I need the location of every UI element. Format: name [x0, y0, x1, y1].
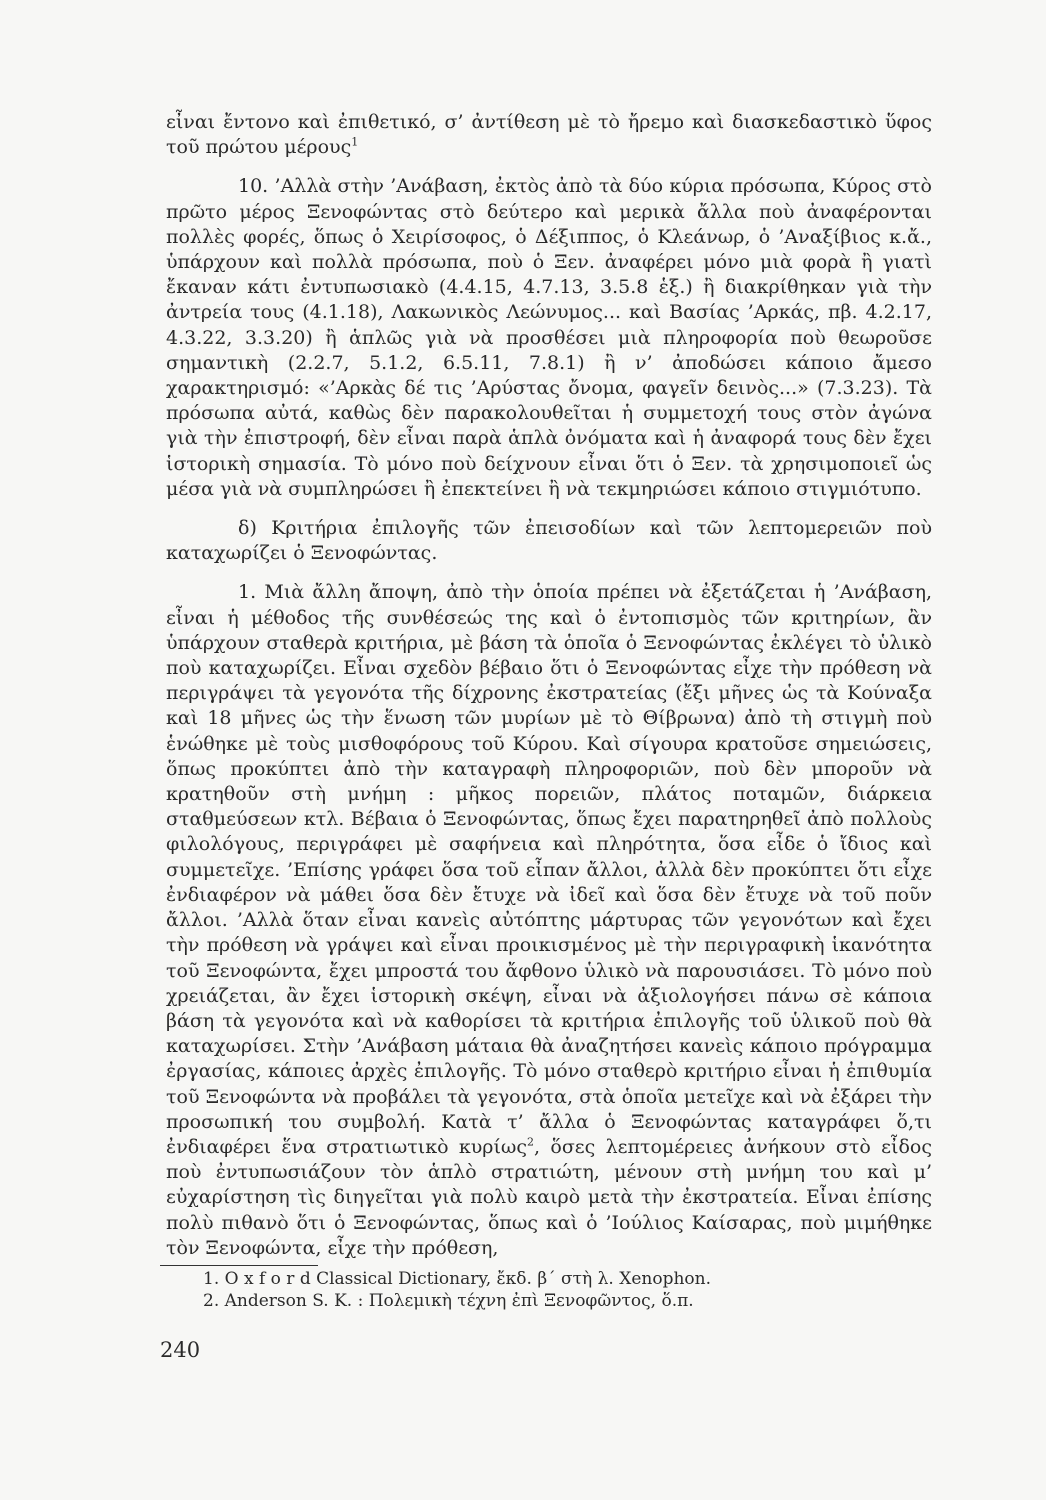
footnote-ref: 2 — [527, 1135, 535, 1149]
footnotes — [203, 1268, 711, 1312]
paragraph-text: δ) Κριτήρια ἐπιλογῆς τῶν ἐπεισοδίων καὶ τῶν λεπτομερειῶν ποὺ καταχωρίζει ὁ Ξενοφώντας. — [166, 517, 932, 565]
page-number: 240 — [160, 1338, 201, 1362]
paragraph-continuation — [166, 110, 932, 160]
paragraph-1 — [166, 580, 932, 1260]
paragraph-text: 1. Μιὰ ἄλλη ἄποψη, ἀπὸ τὴν ὁποία πρέπει νὰ ἐξετάζεται ἡ ’Ανάβαση, εἶναι ἡ μέθοδος τῆς συνθέσεώς της καὶ ὁ ἐντοπισμὸς τῶν κριτηρίων, ἂν ὑπάρχουν σταθερὰ κριτήρια, μὲ βάση τὰ ὁποῖα ὁ Ξενοφώντας ἐκλέγει τὸ ὑλικὸ ποὺ καταχωρίζει. Εἶναι σχεδὸν βέβαιο ὅτι ὁ Ξενοφώντας εἶχε τὴν πρόθεση νὰ περιγράψει τὰ γεγονότα τῆς δίχρονης ἐκστρατείας (ἔξι μῆνες ὡς τὰ Κούναξα καὶ 18 μῆνες ὡς τὴν ἕνωση τῶν μυρίων μὲ τὸ Θίβρωνα) ἀπὸ τὴ στιγμὴ ποὺ ἑνώθηκε μὲ τοὺς μισθοφόρους τοῦ Κύρου. Καὶ σίγουρα κρατοῦσε σημειώσεις, ὅπως προκύπτει ἀπὸ τὴν καταγραφὴ πληροφοριῶν, ποὺ δὲν μποροῦν νὰ κρατηθοῦν στὴ μνήμη : μῆκος πορειῶν, πλάτος ποταμῶν, διάρκεια σταθμεύσεων κτλ. Βέβαια ὁ Ξενοφώντας, ὅπως ἔχει παρατηρηθεῖ ἀπὸ πολλοὺς φιλολόγους, περιγράφει μὲ σαφήνεια καὶ πληρότητα, ὅσα εἶδε ὁ ἴδιος καὶ συμμετεῖχε. ’Επίσης γράφει ὅσα τοῦ εἶπαν ἄλλοι, ἀλλὰ δὲν προκύπτει ὅτι εἶχε ἐνδιαφέρον νὰ μάθει ὅσα δὲν ἔτυχε νὰ ἰδεῖ καὶ ὅσα δὲν ἔτυχε νὰ τοῦ ποῦν ἄλλοι. ’Αλλὰ ὅταν εἶναι κανεὶς αὐτόπτης μάρτυρας τῶν γεγονότων καὶ ἔχει τὴν πρόθεση νὰ γράψει καὶ εἶναι προικισμένος μὲ τὴν περιγραφικὴ ἱκανότητα τοῦ Ξενοφώντα, ἔχει μπροστά του ἄφθονο ὑλικὸ νὰ παρουσιάσει. Τὸ μόνο ποὺ χρειάζεται, ἂν ἔχει ἱστορικὴ σκέψη, εἶναι νὰ ἀξιολογήσει πάνω σὲ κάποια βάση τὰ γεγονότα καὶ νὰ καθορίσει τὰ κριτήρια ἐπιλογῆς τοῦ ὑλικοῦ ποὺ θὰ καταχωρίσει. Στὴν ’Ανάβαση μάταια θὰ ἀναζητήσει κανεὶς κάποιο πρόγραμμα ἐργασίας, κάποιες ἀρχὲς ἐπιλογῆς. Τὸ μόνο σταθερὸ κριτήριο εἶναι ἡ ἐπιθυμία τοῦ Ξενοφώντα νὰ προβάλει τὰ γεγονότα, στὰ ὁποῖα μετεῖχε καὶ νὰ ἐξάρει τὴν προσωπική του συμβολή. Κατὰ τ’ ἄλλα ὁ Ξενοφώντας καταγράφει ὅ,τι ἐνδιαφέρει ἕνα στρατιωτικὸ κυρίως — [166, 581, 932, 1158]
paragraph-10 — [166, 174, 932, 502]
footnote-ref: 1 — [351, 135, 359, 149]
footnote-2: 2. Anderson S. K. : Πολεμικὴ τέχνη ἐπὶ Ξενοφῶντος, ὅ.π. — [203, 1291, 694, 1311]
section-heading-d — [166, 516, 932, 566]
paragraph-text: 10. ’Αλλὰ στὴν ’Ανάβαση, ἐκτὸς ἀπὸ τὰ δύο κύρια πρόσωπα, Κύρος στὸ πρῶτο μέρος Ξενοφώντας στὸ δεύτερο καὶ μερικὰ ἄλλα ποὺ ἀναφέρονται πολλὲς φορές, ὅπως ὁ Χειρίσοφος, ὁ Δέξιππος, ὁ Κλεάνωρ, ὁ ’Αναξίβιος κ.ἄ., ὑπάρχουν καὶ πολλὰ πρόσωπα, ποὺ ὁ Ξεν. ἀναφέρει μόνο μιὰ φορὰ ἢ γιατὶ ἔκαναν κάτι ἐντυπωσιακὸ (4.4.15, 4.7.13, 3.5.8 ἑξ.) ἢ διακρίθηκαν γιὰ τὴν ἀντρεία τους (4.1.18), Λακωνικὸς Λεώνυμος... καὶ Βασίας ’Αρκάς, πβ. 4.2.17, 4.3.22, 3.3.20) ἢ ἁπλῶς γιὰ νὰ προσθέσει μιὰ πληροφορία ποὺ θεωροῦσε σημαντικὴ (2.2.7, 5.1.2, 6.5.11, 7.8.1) ἢ ν’ ἀποδώσει κάποιο ἄμεσο χαρακτηρισμό: «’Αρκὰς δέ τις ’Αρύστας ὄνομα, φαγεῖν δεινὸς...» (7.3.23). Τὰ πρόσωπα αὐτά, καθὼς δὲν παρακολουθεῖται ἡ συμμετοχή τους στὸν ἀγώνα γιὰ τὴν ἐπιστροφή, δὲν εἶναι παρὰ ἁπλὰ ὀνόματα καὶ ἡ ἀναφορά τους δὲν ἔχει ἱστορικὴ σημασία. Τὸ μόνο ποὺ δείχνουν εἶναι ὅτι ὁ Ξεν. τὰ χρησιμοποιεῖ ὡς μέσα γιὰ νὰ συμπληρώσει ἢ ἐπεκτείνει ἢ νὰ τεκμηριώσει κάποιο στιγμιότυπο. — [166, 175, 932, 500]
body-text — [166, 110, 932, 1261]
paragraph-tail: , ὅσες λεπτομέρειες ἀνήκουν στὸ εἶδος ποὺ ἐντυπωσιάζουν τὸν ἁπλὸ στρατιώτη, μένουν στὴ μνήμη του καὶ μ’ εὐχαρίστηση τὶς διηγεῖται γιὰ πολὺ καιρὸ μετὰ τὴν ἐκστρατεία. Εἶναι ἐπίσης πολὺ πιθανὸ ὅτι ὁ Ξενοφώντας, ὅπως καὶ ὁ ’Ιούλιος Καίσαρας, ποὺ μιμήθηκε τὸν Ξενοφώντα, εἶχε τὴν πρόθεση, — [166, 1135, 932, 1259]
footnote-1: 1. O x f o r d Classical Dictionary, ἔκδ. β΄ στὴ λ. Xenophon. — [203, 1269, 711, 1289]
paragraph-text: εἶναι ἔντονο καὶ ἐπιθετικό, σ’ ἀντίθεση μὲ τὸ ἤρεμο καὶ διασκεδαστικὸ ὕφος τοῦ πρώτου μέρους — [166, 111, 932, 159]
footnote-divider — [160, 1265, 318, 1266]
